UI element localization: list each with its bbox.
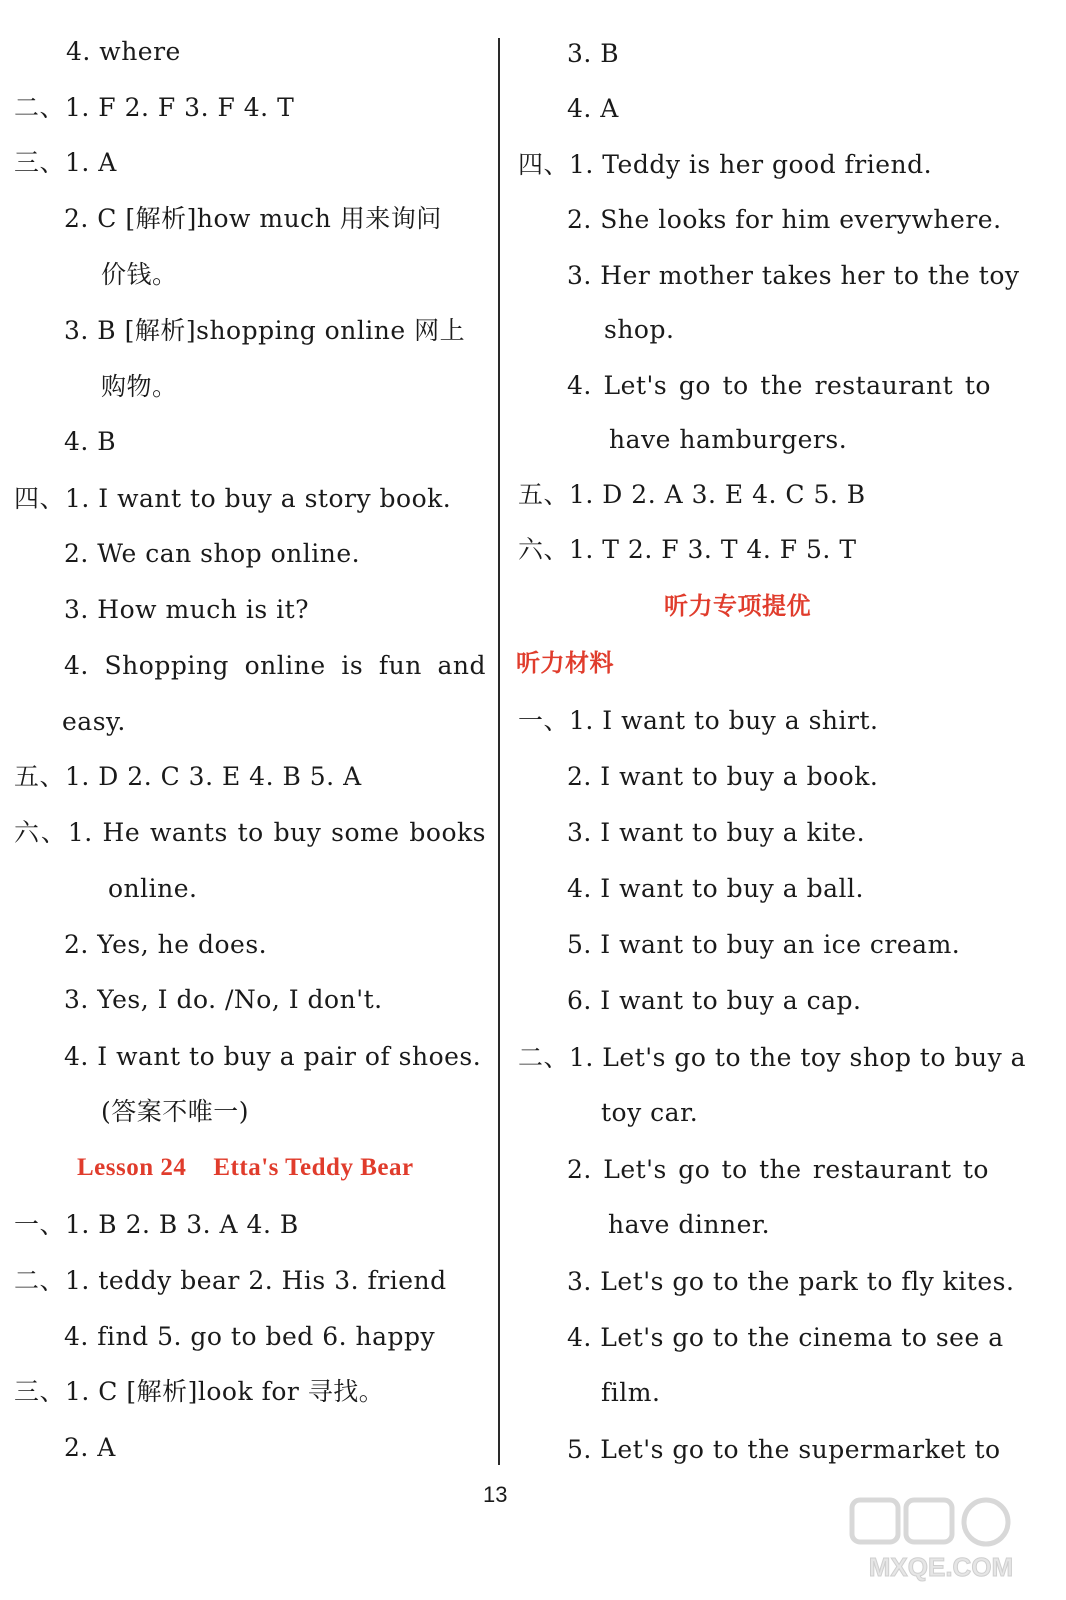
answer-line: 六、1. T 2. F 3. T 4. F 5. T xyxy=(518,535,857,564)
answer-line: 4. B xyxy=(64,427,117,456)
answer-line: 购物。 xyxy=(101,372,178,401)
answer-line: 六、1. He wants to buy some books xyxy=(14,818,486,847)
answer-line: 4. Let's go to the cinema to see a xyxy=(567,1323,1004,1352)
answer-line: 五、1. D 2. A 3. E 4. C 5. B xyxy=(518,480,866,509)
answer-line: 4. where xyxy=(66,37,181,66)
answer-line: easy. xyxy=(62,707,126,736)
answer-line: 2. C [解析]how much 用来询问 xyxy=(64,204,442,233)
answer-line: have hamburgers. xyxy=(609,425,848,454)
column-divider xyxy=(498,38,500,1465)
answer-line: 3. Let's go to the park to fly kites. xyxy=(567,1267,1015,1296)
answer-line: film. xyxy=(601,1378,661,1407)
answer-line: 三、1. C [解析]look for 寻找。 xyxy=(14,1377,385,1406)
answer-line: 3. Her mother takes her to the toy xyxy=(567,261,1020,290)
answer-line: 4. I want to buy a ball. xyxy=(567,874,864,903)
watermark-text: MXQE.COM xyxy=(868,1552,1014,1582)
answer-line: 二、1. teddy bear 2. His 3. friend xyxy=(14,1266,447,1295)
answer-line: 二、1. Let's go to the toy shop to buy a xyxy=(518,1043,1027,1072)
answer-line: (答案不唯一) xyxy=(101,1097,250,1126)
answer-line: 3. How much is it? xyxy=(64,595,310,624)
answer-line: 4. A xyxy=(567,94,619,123)
answer-line: 3. B xyxy=(567,39,620,68)
answer-line: 五、1. D 2. C 3. E 4. B 5. A xyxy=(14,762,362,791)
answer-line: 四、1. I want to buy a story book. xyxy=(14,484,452,513)
answer-line: 二、1. F 2. F 3. F 4. T xyxy=(14,93,295,122)
answer-line: 5. Let's go to the supermarket to xyxy=(567,1435,1001,1464)
answer-line: 一、1. I want to buy a shirt. xyxy=(518,706,879,735)
answer-line: 2. A xyxy=(64,1433,116,1462)
section-title: 听力专项提优 xyxy=(664,592,811,620)
answer-line: shop. xyxy=(604,315,675,344)
page-number: 13 xyxy=(483,1482,508,1507)
subsection-title: 听力材料 xyxy=(516,649,614,677)
answer-line: 4. I want to buy a pair of shoes. xyxy=(64,1042,482,1071)
answer-line: 价钱。 xyxy=(101,260,178,289)
answer-line: 5. I want to buy an ice cream. xyxy=(567,930,961,959)
answer-line: 三、1. A xyxy=(14,148,117,177)
lesson-heading: Lesson 24 Etta's Teddy Bear xyxy=(77,1154,414,1181)
answer-line: 2. I want to buy a book. xyxy=(567,762,879,791)
answer-line: 3. B [解析]shopping online 网上 xyxy=(64,316,466,345)
answer-line: online. xyxy=(108,874,198,903)
answer-line: 4. Let's go to the restaurant to xyxy=(567,371,991,400)
answer-line: 2. Let's go to the restaurant to xyxy=(567,1155,989,1184)
answer-line: 4. find 5. go to bed 6. happy xyxy=(64,1322,436,1351)
answer-line: 4. Shopping online is fun and xyxy=(64,651,486,680)
answer-line: 6. I want to buy a cap. xyxy=(567,986,862,1015)
answer-line: 3. Yes, I do. /No, I don't. xyxy=(64,985,383,1014)
answer-line: 一、1. B 2. B 3. A 4. B xyxy=(14,1210,299,1239)
answer-line: have dinner. xyxy=(608,1210,771,1239)
answer-line: 2. She looks for him everywhere. xyxy=(567,205,1002,234)
answer-line: toy car. xyxy=(601,1098,699,1127)
answer-line: 2. Yes, he does. xyxy=(64,930,268,959)
answer-line: 3. I want to buy a kite. xyxy=(567,818,866,847)
answer-line: 四、1. Teddy is her good friend. xyxy=(518,150,933,179)
answer-line: 2. We can shop online. xyxy=(64,539,361,568)
watermark-logo xyxy=(846,1494,1036,1586)
